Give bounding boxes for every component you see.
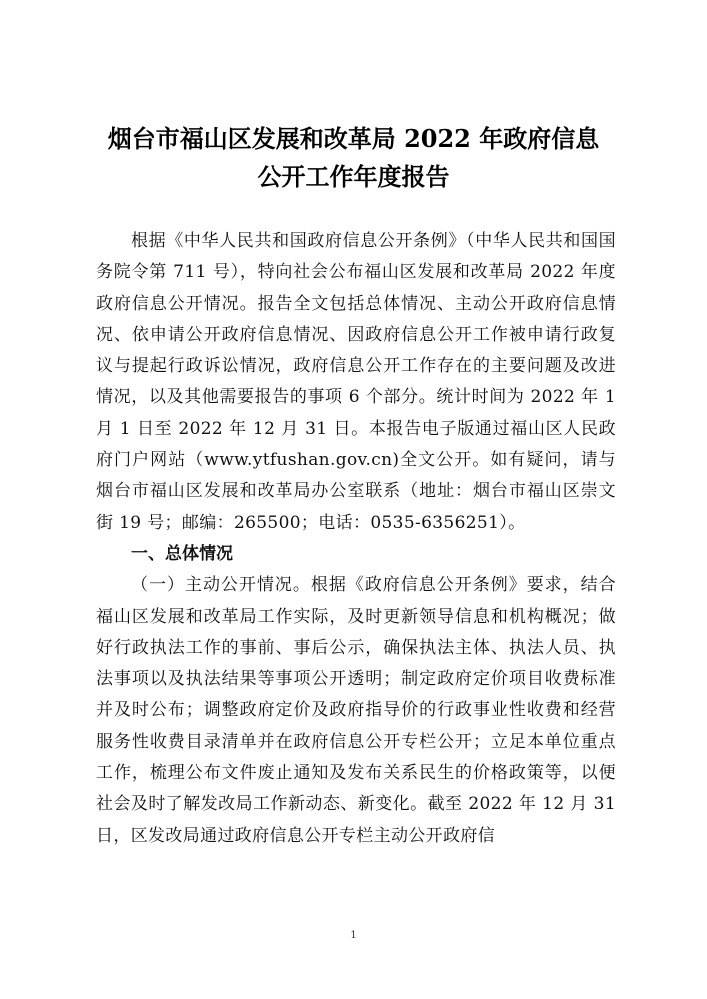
document-title: [80, 120, 627, 196]
intro-paragraph: 根据《中华人民共和国政府信息公开条例》（中华人民共和国国务院令第 711 号），特向社会公布福山区发展和改革局 2022 年度政府信息公开情况。报告全文包括总体情况、主动公开政府信息情况、依申请公开政府信息情况、因政府信息公开工作被申请行政复议与提起行政诉讼情况，政府信息公开工作存在的主要问题及改进情况，以及其他需要报告的事项 6 个部分。统计时间为 2022 年 1 月 1 日至 2022 年 12 月 31 日。本报告电子版通过福山区人民政府门户网站（www.ytfushan.gov.cn)全文公开。如有疑问，请与烟台市福山区发展和改革局办公室联系（地址：烟台市福山区崇文街 19 号；邮编：265500；电话：0535-6356251）。: [96, 231, 616, 533]
page-number: 1: [350, 930, 357, 941]
title-line-2: 公开工作年度报告: [257, 162, 450, 191]
section-heading-overview: 一、总体情况: [131, 543, 233, 564]
document-body: [96, 226, 616, 852]
title-line-1: 烟台市福山区发展和改革局 2022 年政府信息: [107, 124, 600, 153]
section-paragraph-active-disclosure: （一）主动公开情况。根据《政府信息公开条例》要求，结合福山区发展和改革局工作实际，及时更新领导信息和机构概况；做好行政执法工作的事前、事后公示，确保执法主体、执法人员、执法事项以及执法结果等事项公开透明；制定政府定价项目收费标准并及时公布；调整政府定价及政府指导价的行政事业性收费和经营服务性收费目录清单并在政府信息公开专栏公开；立足本单位重点工作，梳理公布文件废止通知及发布关系民生的价格政策等，以便社会及时了解发改局工作新动态、新变化。截至 2022 年 12 月 31 日，区发改局通过政府信息公开专栏主动公开政府信: [96, 575, 616, 846]
